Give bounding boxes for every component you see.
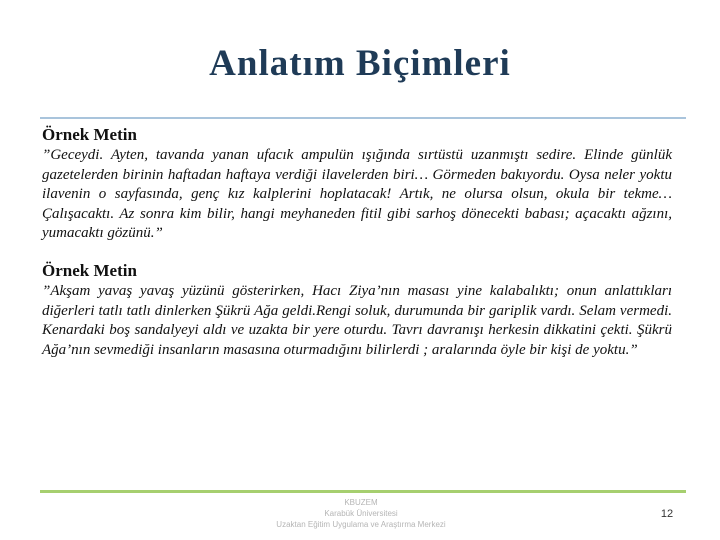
slide-body bbox=[42, 124, 672, 360]
page-number: 12 bbox=[660, 508, 674, 520]
example-text-2: ”Akşam yavaş yavaş yüzünü gösterirken, Hacı Ziya’nın masası yine kalabalıktı; onun anlattıkları diğerleri tatlı tatlı dinlerken Şükrü Ağa geldi.Rengi soluk, durumunda bir gariplik vardı. Selam vermedi. Kenardaki boş sandalyeyi aldı ve uzakta bir yere oturdu. Tavrı davranışı herkesin dikkatini çekti. Şükrü Ağa’nın sevmediği insanların masasına oturmadığını bilirlerdi ; aralarında öyle bir kişi de yoktu.” bbox=[42, 282, 672, 358]
example-text-1: ”Geceydi. Ayten, tavanda yanan ufacık ampulün ışığında sırtüstü uzanmıştı sedire. Elinde günlük gazetelerden birinin haftadan haftaya verdiği ilavelerden biri… Görmeden bakıyordu. Oysa neler yoktu ilavenin o sayfasında, genç kız kalplerini hoplatacak! Artık, ne olursa olsun, okula bir tekme… Çalışacaktı. Az sonra kim bilir, hangi meyhaneden fitil gibi sarhoş dönecekti babası; açacaktı ağzını, yumacaktı gözünü.” bbox=[42, 147, 672, 242]
example-heading-1: Örnek Metin bbox=[42, 125, 137, 144]
footer-line-1: KBUZEM bbox=[344, 498, 378, 507]
footer-line-3: Uzaktan Eğitim Uygulama ve Araştırma Merkezi bbox=[276, 520, 446, 529]
title-divider bbox=[40, 117, 686, 119]
footer-line-2: Karabük Üniversitesi bbox=[324, 509, 398, 518]
footer-divider bbox=[40, 490, 686, 493]
example-heading-2: Örnek Metin bbox=[42, 260, 137, 280]
footer bbox=[200, 497, 522, 530]
slide-title: Anlatım Biçimleri bbox=[209, 43, 511, 84]
